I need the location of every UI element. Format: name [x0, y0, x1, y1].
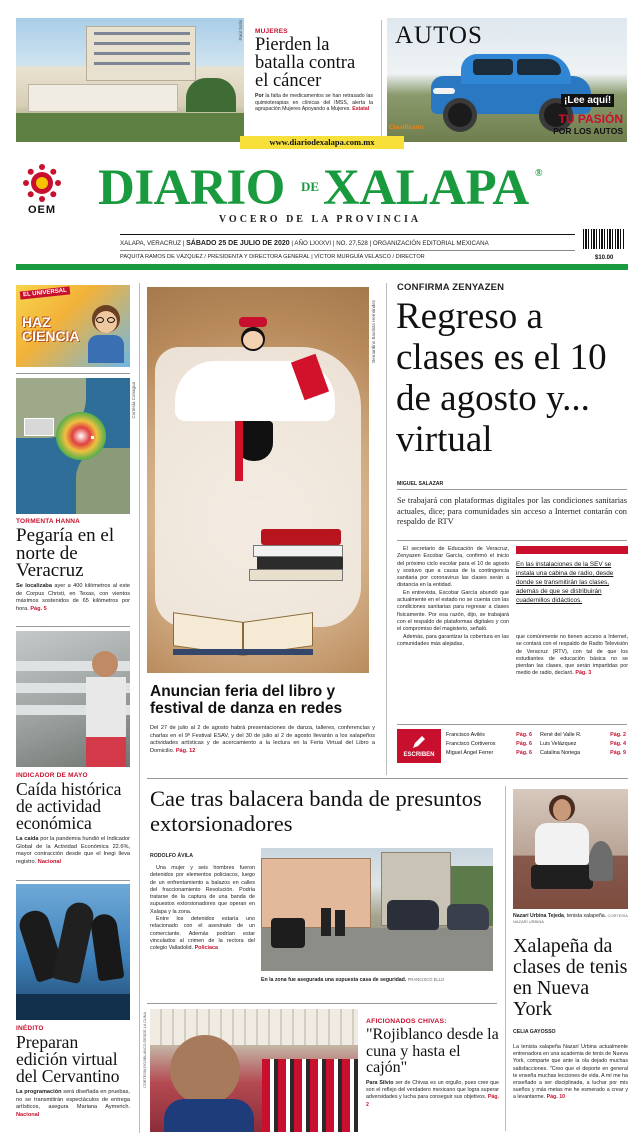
books-stack — [247, 519, 357, 609]
hanna-headline[interactable]: Pegaría en el norte de Veracruz — [16, 525, 115, 581]
kid-illustration — [86, 305, 126, 363]
haz-ciencia-promo[interactable] — [16, 285, 130, 367]
cervantino-section[interactable]: Nacional — [16, 1111, 40, 1118]
police-photo — [261, 848, 493, 971]
feria-page[interactable]: Pág. 12 — [175, 747, 196, 754]
economia-kicker: INDICADOR DE MAYO — [16, 772, 88, 779]
columnist-item[interactable]: Francisco Cortiveros Pág. 6 — [446, 741, 532, 747]
lead-col2-page[interactable]: Pág. 3 — [575, 670, 592, 677]
feria-body-text: Del 27 de julio al 2 de agosto habrá presentaciones de danza, talleres, conferencias y charlas en el 9º Festival ESAV, y del 30 de julio al 2 de agosto llevarán a los xalapeños actividades artísticas y de acercamiento a la lectura en la Feria Virtual del Libro a Domicilio. — [150, 725, 375, 754]
police-caption-credit: FRANCISCO ELLO — [407, 977, 445, 982]
balacera-body-p2 — [150, 916, 255, 952]
hanna-body-text: ayer a 400 kilómetros al este de Corpus Christi, en Texas, con vientos máximos sostenidos de 65 kilómetros por hora. — [16, 583, 131, 612]
oem-logo — [18, 162, 66, 218]
autos-cta: ¡Lee aquí! — [561, 94, 614, 107]
tennis-caption-credit: CORTESÍA NAZARÍ URBINA — [513, 913, 628, 925]
ciencia-top: EL UNIVERSAL — [20, 286, 70, 299]
lead-col1-p1: El secretario de Educación de Veracruz, Zenyazen Escobar García, confirmó el inicio del próximo ciclo escolar para el 10 de agosto y sostuvo que a causa de la contingencia sanitaria por coronavirus las clases serán a distancia en la entidad. — [397, 546, 509, 589]
feria-illustration — [147, 287, 369, 673]
cervantino-body-lead: La programación — [16, 1089, 62, 1095]
masthead-title — [98, 160, 548, 216]
lead-deck: Se trabajará con plataformas digitales por las condiciones sanitarias actuales, dice; para comunidades sin acceso a Internet contarán con respaldo de RTV — [397, 496, 627, 527]
hanna-body-lead: Se localizaba — [16, 583, 52, 589]
chivas-headline[interactable]: "Rojiblanco desde la cuna y hasta el cajón" — [366, 1026, 499, 1076]
chivas-page[interactable]: Pág. 2 — [366, 1094, 499, 1108]
mujeres-body — [255, 93, 373, 113]
columnist-item[interactable]: Miguel Ángel Ferrer Pág. 6 — [446, 750, 532, 756]
dateline-org: ORGANIZACIÓN EDITORIAL MEXICANA — [372, 240, 489, 247]
columnist-item[interactable]: René del Valle R. Pág. 2 — [540, 732, 626, 738]
economia-body-text: por la pandemia hundió el Indicador Global de la Actividad Económica 22.6%, mayor contracción desde que el Inegi lleva registro. — [16, 836, 130, 865]
autos-slogan-2: POR LOS AUTOS — [553, 126, 623, 136]
masthead-name-de: DE — [301, 179, 320, 194]
website-url[interactable]: www.diariodexalapa.com.mx — [240, 136, 404, 149]
oem-logo-text: OEM — [27, 204, 57, 216]
masthead-registered: ® — [535, 168, 543, 179]
dateline-issue: NO. 27,528 — [336, 240, 368, 247]
hanna-page[interactable]: Pág. 5 — [30, 605, 47, 612]
chivas-kicker: AFICIONADOS CHIVAS: — [366, 1018, 447, 1025]
chivas-fans-photo — [150, 1009, 358, 1132]
autos-title: AUTOS — [395, 22, 483, 49]
economia-body-lead: La caída — [16, 836, 39, 842]
pen-icon — [411, 734, 427, 750]
columnist-item[interactable]: Francisco Avilés Pág. 6 — [446, 732, 532, 738]
tennis-caption — [513, 913, 628, 926]
columnist-item[interactable]: Catalina Noriega Pág. 9 — [540, 750, 626, 756]
dancer-figure — [175, 317, 335, 487]
autos-teaser[interactable] — [387, 18, 627, 142]
factory-photo — [16, 631, 130, 767]
hospital-photo — [16, 18, 244, 142]
economia-section[interactable]: Nacional — [37, 858, 62, 865]
escriben-label: ESCRIBEN — [403, 752, 435, 758]
lead-headline[interactable]: Regreso a clases es el 10 de agosto y... virtual — [396, 296, 607, 460]
ciencia-label: HAZ CIENCIA — [22, 314, 80, 344]
dateline-year: AÑO LXXXVI — [294, 240, 332, 247]
mujeres-kicker: MUJERES — [255, 28, 288, 35]
masthead-name-left: DIARIO — [98, 160, 285, 216]
lead-byline: MIGUEL SALAZAR — [397, 481, 444, 487]
balacera-headline[interactable]: Cae tras balacera banda de presuntos extorsionadores — [150, 786, 482, 836]
balacera-body-p1: Una mujer y seis hombres fueron detenidos por elementos policiacos, luego de un enfrentamiento a balazos en calles del fraccionamiento Revolución. Podría tratarse de la captura de una banda de supuestos extorsionadores que operan en Xalapa y la zona. — [150, 865, 255, 915]
columnist-item[interactable]: Luis Velázquez Pág. 4 — [540, 741, 626, 747]
mujeres-body-text: la falta de medicamentos se han retrasado las quimioterapias en clínicas del IMSS, alerta la agrupación Mujeres Apoyando a Mujeres. — [255, 93, 373, 113]
lead-col2 — [516, 634, 628, 678]
director-name: VÍCTOR MURGUÍA VELASCO / DIRECTOR — [314, 254, 425, 260]
dateline-place: XALAPA, VERACRUZ — [120, 240, 182, 247]
police-caption-text: En la zona fue asegurada una supuesta casa de seguridad. — [261, 977, 407, 983]
tenis-body — [513, 1044, 628, 1102]
cervantino-headline[interactable]: Preparan edición virtual del Cervantino — [16, 1032, 120, 1086]
feria-photo-credit: Bernardino Bautista Hernández — [371, 300, 376, 363]
publisher-line: PAQUITA RAMOS DE VÁZQUEZ / PRESIDENTA Y DIRECTORA GENERAL | VÍCTOR MURGUÍA VELASCO / DIRECTOR — [120, 254, 425, 260]
economia-body — [16, 836, 130, 866]
chivas-photo-credit: CORTESÍA ROJIBLANCO DESDE LA CUNA — [143, 1012, 147, 1088]
hanna-kicker: TORMENTA HANNA — [16, 518, 81, 525]
feria-body — [150, 725, 375, 755]
tenis-headline[interactable]: Xalapeña da clases de tenis en Nueva York — [513, 935, 628, 1020]
map-credit: Cortesía Conagua — [131, 382, 136, 419]
dateline-date: SÁBADO 25 DE JULIO DE 2020 — [186, 240, 290, 247]
masthead-tagline: VOCERO DE LA PROVINCIA — [218, 214, 422, 225]
lead-pull-quote: En las instalaciones de la SEV se instala una cabina de radio, desde donde se transmitirán las clases, además de que se distribuirán cuadernillos didácticos. — [516, 561, 614, 604]
tenis-body-text: La tenista xalapeña Nazarí Urbina actualmente entrenadora en una academia de tenis de Nueva York, comparte que ante la ola dejado muchas satisfacciones. "Creo que el deporte en general te enseña muchas lecciones de vida. A mí me ha enseñado a ser disciplinada, a luchar por mis sueños y más metas me he esmerado a crear y a levantarme. — [513, 1044, 628, 1101]
chivas-body — [366, 1080, 499, 1109]
tennis-caption-text: , tenista xalapeña. — [563, 913, 607, 919]
tenis-page[interactable]: Pág. 10 — [546, 1094, 566, 1101]
hanna-body — [16, 583, 130, 613]
lead-kicker: CONFIRMA ZENYAZEN — [397, 282, 505, 293]
masthead-green-rule — [16, 264, 628, 270]
cervantino-body-text: será diseñada en pruebas, no se transmitirán espectáculos de entrega artísticos, asegura Mariana Aymerich. — [16, 1089, 130, 1111]
lead-col1-p3: Además, para garantizar la cobertura en las comunidades más alejadas, — [397, 633, 509, 647]
lead-col1-p2: En entrevista, Escobar García abundó que actualmente en el estado no se cuenta con las condiciones sanitarias para regresar a clases físicamente. Por esa razón, dijo, se trabajará con el respaldo de plataformas digitales y con el compromiso del magisterio, señaló. — [397, 589, 509, 633]
economia-headline[interactable]: Caída histórica de actividad económica — [16, 779, 122, 833]
chivas-body-text: ser de Chivas es un orgullo, pues cree que son el reflejo del verdadero mexicano que logra superar adversidades y lucha para conseguir sus objetivos. — [366, 1080, 499, 1101]
balacera-body-p2-text: Entre los detenidos estaría uno relacionado con el asesinato de un comerciante. Además podrían estar vinculados al crimen de la rectora del colegio Valladolid. — [150, 916, 255, 952]
pull-quote-bar — [516, 546, 628, 554]
tenis-byline: CELIA GAYOSSO — [513, 1029, 556, 1035]
masthead-name-right: XALAPA — [323, 160, 529, 216]
autos-slogan-1: TU PASIÓN — [558, 112, 623, 126]
balacera-body — [150, 865, 255, 953]
feria-headline[interactable]: Anuncian feria del libro y festival de danza en redes — [150, 683, 343, 717]
mujeres-section[interactable]: Estatal — [352, 106, 370, 113]
cervantino-body — [16, 1089, 130, 1119]
hurricane-map — [16, 378, 130, 514]
lead-col1 — [397, 546, 509, 648]
balacera-section[interactable]: Policiaca — [194, 945, 218, 952]
publisher-name: PAQUITA RAMOS DE VÁZQUEZ / PRESIDENTA Y DIRECTORA GENERAL — [120, 254, 310, 260]
police-photo-caption — [261, 977, 493, 983]
dancers-photo — [16, 884, 130, 1020]
mujeres-headline[interactable]: Pierden la batalla contra el cáncer — [255, 35, 356, 91]
dateline: XALAPA, VERACRUZ | SÁBADO 25 DE JULIO DE 2020 | AÑO LXXXVI | NO. 27,528 | ORGANIZACIÓN EDITORIAL MEXICANA — [120, 240, 489, 247]
barcode — [583, 229, 625, 249]
cervantino-kicker: INÉDITO — [16, 1025, 44, 1032]
hospital-photo-credit: Raúl Solís — [238, 20, 243, 41]
autos-tag: Clasificado — [389, 124, 424, 131]
price: $10.00 — [595, 255, 614, 261]
tennis-caption-name: Nazarí Urbina Tejeda — [513, 913, 564, 919]
chivas-body-lead: Para Silvio — [366, 1080, 394, 1086]
escriben-box — [397, 729, 441, 763]
tennis-player-photo — [513, 789, 628, 909]
balacera-byline: RODOLFO ÁVILA — [150, 853, 193, 859]
open-book — [173, 609, 313, 655]
mujeres-body-lead: Por — [255, 93, 264, 99]
lead-col2-text: que comúnmente no tienen acceso a Internet, se contará con el respaldo de Radio Televisión de Veracruz (RTV), con tal de que los estudiantes de educación básica no se pierdan las clases, que serán impartidas por medio de radio, declaró. — [516, 634, 628, 677]
